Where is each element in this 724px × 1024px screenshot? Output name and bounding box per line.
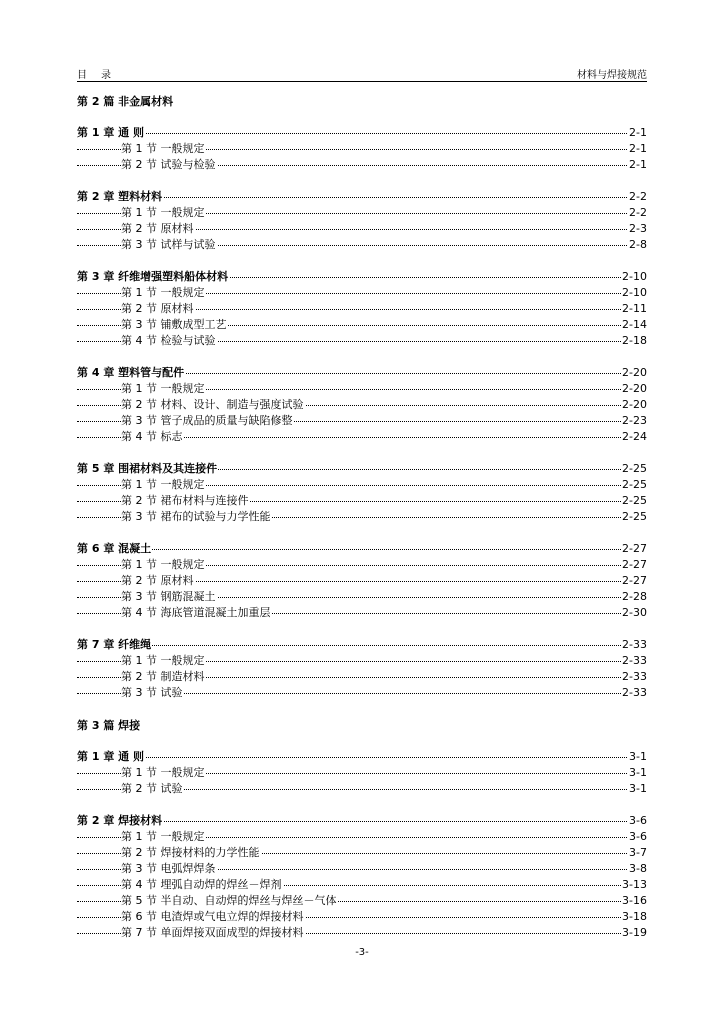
section-page-number: 2-33 [622,670,647,683]
section-title: 第 2 节 试验 [121,782,183,795]
toc-chapter-entry[interactable] [77,461,647,477]
section-page-number: 3-6 [629,830,647,843]
chapter-page-number: 2-27 [622,542,647,555]
section-page-number: 2-23 [622,414,647,427]
toc-chapter-entry[interactable] [77,541,647,557]
toc-section-entry[interactable] [77,685,647,701]
section-page-number: 3-7 [629,846,647,859]
section-title: 第 3 节 管子成品的质量与缺陷修整 [121,414,293,427]
section-page-number: 3-19 [622,926,647,939]
section-page-number: 2-25 [622,510,647,523]
section-title: 第 1 节 一般规定 [121,206,205,219]
section-title: 第 1 节 一般规定 [121,478,205,491]
chapter-title: 第 6 章 混凝土 [77,542,152,555]
toc-section-entry[interactable] [77,301,647,317]
section-page-number: 2-3 [629,222,647,235]
spacer [77,701,647,717]
toc-section-entry[interactable] [77,669,647,685]
toc-chapter-entry[interactable] [77,269,647,285]
toc-section-entry[interactable] [77,157,647,173]
dot-leader [77,645,647,646]
toc-chapter-entry[interactable] [77,637,647,653]
section-page-number: 2-27 [622,558,647,571]
section-page-number: 2-27 [622,574,647,587]
chapter-page-number: 3-6 [629,814,647,827]
section-title: 第 1 节 一般规定 [121,286,205,299]
section-title: 第 3 节 裙布的试验与力学性能 [121,510,271,523]
section-title: 第 1 节 一般规定 [121,654,205,667]
header-right-title: 材料与焊接规范 [577,70,647,81]
chapter-page-number: 2-25 [622,462,647,475]
dot-leader [77,549,647,550]
section-title: 第 5 节 半自动、自动焊的焊丝与焊丝－气体 [121,894,337,907]
dot-leader [77,757,647,758]
toc-section-entry[interactable] [77,493,647,509]
section-title: 第 7 节 单面焊接双面成型的焊接材料 [121,926,304,939]
toc-section-entry[interactable] [77,429,647,445]
toc-section-entry[interactable] [77,285,647,301]
section-page-number: 2-28 [622,590,647,603]
toc-section-entry[interactable] [77,557,647,573]
toc-section-entry[interactable] [77,845,647,861]
chapter-page-number: 3-1 [629,750,647,763]
spacer [77,110,647,125]
chapter-title: 第 2 章 塑料材料 [77,190,163,203]
spacer [77,349,647,365]
toc-section-entry[interactable] [77,909,647,925]
toc-section-entry[interactable] [77,765,647,781]
section-title: 第 1 节 一般规定 [121,766,205,779]
section-title: 第 6 节 电渣焊或气电立焊的焊接材料 [121,910,304,923]
toc-section-entry[interactable] [77,829,647,845]
section-page-number: 2-33 [622,654,647,667]
chapter-page-number: 2-1 [629,126,647,139]
toc-section-entry[interactable] [77,237,647,253]
toc-chapter-entry[interactable] [77,749,647,765]
toc-section-entry[interactable] [77,653,647,669]
chapter-page-number: 2-2 [629,190,647,203]
toc-section-entry[interactable] [77,893,647,909]
section-page-number: 2-10 [622,286,647,299]
part-heading: 第 3 篇 焊接 [77,719,141,732]
section-title: 第 3 节 钢筋混凝土 [121,590,216,603]
chapter-page-number: 2-10 [622,270,647,283]
page-number: -3- [355,947,369,958]
part-heading: 第 2 篇 非金属材料 [77,95,174,108]
chapter-title: 第 5 章 围裙材料及其连接件 [77,462,218,475]
spacer [77,445,647,461]
section-title: 第 2 节 制造材料 [121,670,205,683]
spacer [77,621,647,637]
spacer [77,734,647,749]
toc-chapter-entry[interactable] [77,813,647,829]
toc-section-entry[interactable] [77,861,647,877]
section-title: 第 1 节 一般规定 [121,830,205,843]
section-title: 第 2 节 原材料 [121,222,194,235]
chapter-title: 第 7 章 纤维绳 [77,638,152,651]
toc-section-entry[interactable] [77,381,647,397]
section-title: 第 3 节 铺敷成型工艺 [121,318,227,331]
section-page-number: 3-8 [629,862,647,875]
section-page-number: 2-33 [622,686,647,699]
chapter-title: 第 1 章 通 则 [77,750,144,763]
section-page-number: 2-2 [629,206,647,219]
dot-leader [77,133,647,134]
toc-chapter-entry[interactable] [77,189,647,205]
section-title: 第 2 节 焊接材料的力学性能 [121,846,260,859]
section-title: 第 4 节 海底管道混凝土加重层 [121,606,271,619]
section-page-number: 2-24 [622,430,647,443]
section-page-number: 2-11 [622,302,647,315]
section-title: 第 1 节 一般规定 [121,558,205,571]
toc-section-entry[interactable] [77,317,647,333]
table-of-contents [77,93,647,941]
section-title: 第 4 节 埋弧自动焊的焊丝－焊剂 [121,878,282,891]
section-page-number: 2-18 [622,334,647,347]
header-rule [77,81,647,82]
section-page-number: 2-1 [629,142,647,155]
section-page-number: 3-13 [622,878,647,891]
section-title: 第 3 节 电弧焊焊条 [121,862,216,875]
section-title: 第 2 节 材料、设计、制造与强度试验 [121,398,304,411]
toc-chapter-entry[interactable] [77,125,647,141]
section-page-number: 2-14 [622,318,647,331]
chapter-title: 第 3 章 纤维增强塑料船体材料 [77,270,229,283]
section-title: 第 4 节 检验与试验 [121,334,216,347]
chapter-page-number: 2-33 [622,638,647,651]
spacer [77,525,647,541]
toc-section-entry[interactable] [77,781,647,797]
section-title: 第 2 节 裙布材料与连接件 [121,494,249,507]
toc-section-entry[interactable] [77,509,647,525]
section-title: 第 1 节 一般规定 [121,382,205,395]
spacer [77,173,647,189]
section-page-number: 2-25 [622,478,647,491]
toc-section-entry[interactable] [77,477,647,493]
toc-section-entry[interactable] [77,397,647,413]
toc-section-entry[interactable] [77,605,647,621]
chapter-page-number: 2-20 [622,366,647,379]
toc-section-entry[interactable] [77,221,647,237]
toc-chapter-entry[interactable] [77,365,647,381]
section-page-number: 2-20 [622,398,647,411]
toc-section-entry[interactable] [77,333,647,349]
section-page-number: 3-1 [629,766,647,779]
section-page-number: 2-30 [622,606,647,619]
running-header [77,66,647,80]
section-page-number: 2-20 [622,382,647,395]
section-title: 第 1 节 一般规定 [121,142,205,155]
toc-section-entry[interactable] [77,205,647,221]
section-page-number: 2-25 [622,494,647,507]
section-title: 第 2 节 原材料 [121,302,194,315]
section-page-number: 3-18 [622,910,647,923]
toc-section-entry[interactable] [77,573,647,589]
section-page-number: 2-1 [629,158,647,171]
toc-section-entry[interactable] [77,141,647,157]
section-page-number: 3-16 [622,894,647,907]
chapter-title: 第 4 章 塑料管与配件 [77,366,185,379]
section-page-number: 3-1 [629,782,647,795]
toc-section-entry[interactable] [77,925,647,941]
toc-section-entry[interactable] [77,589,647,605]
header-left-title: 目 录 [77,70,113,81]
chapter-title: 第 1 章 通 则 [77,126,144,139]
spacer [77,253,647,269]
spacer [77,797,647,813]
section-title: 第 3 节 试验 [121,686,183,699]
section-title: 第 3 节 试样与试验 [121,238,216,251]
section-page-number: 2-8 [629,238,647,251]
chapter-title: 第 2 章 焊接材料 [77,814,163,827]
toc-section-entry[interactable] [77,413,647,429]
toc-section-entry[interactable] [77,877,647,893]
section-title: 第 2 节 原材料 [121,574,194,587]
section-title: 第 4 节 标志 [121,430,183,443]
section-title: 第 2 节 试验与检验 [121,158,216,171]
